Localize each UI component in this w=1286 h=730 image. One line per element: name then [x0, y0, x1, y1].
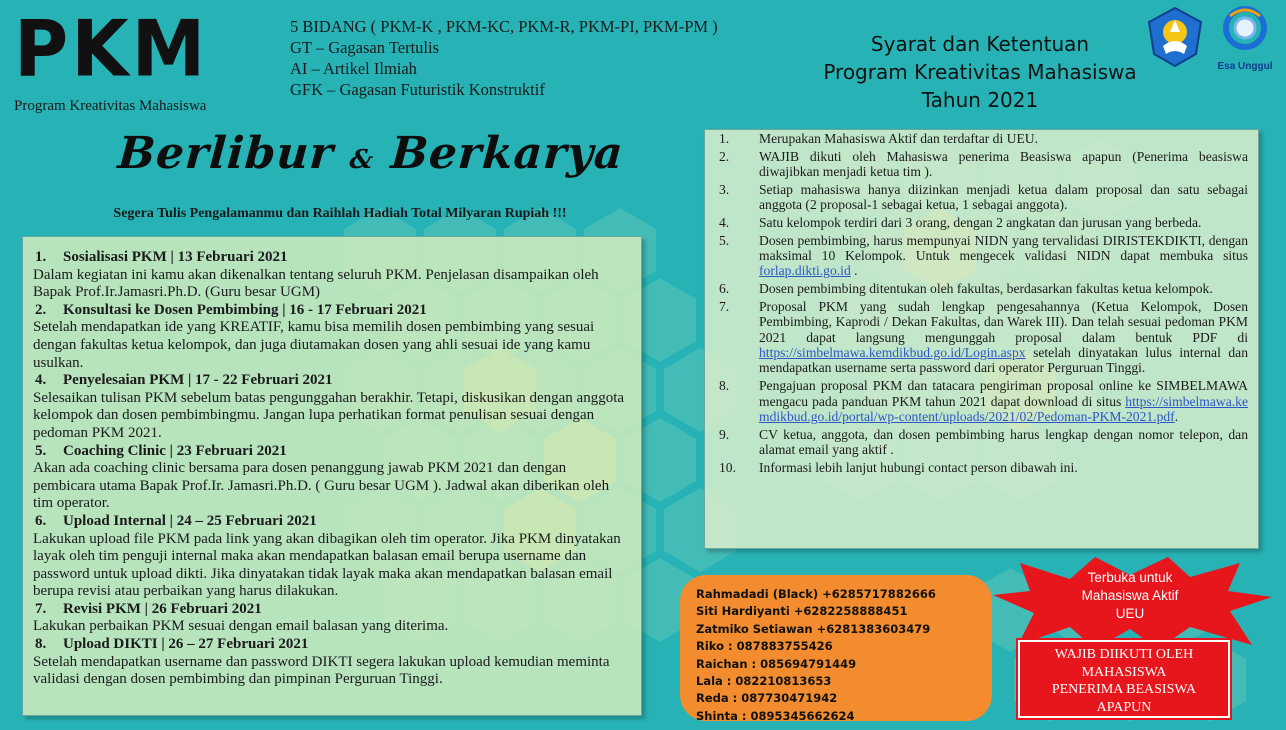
- rule-item: [711, 182, 1248, 213]
- notice-line-2: MAHASISWA: [1081, 664, 1167, 680]
- schedule-text: Lakukan perbaikan PKM sesuai dengan email balasan yang diterima.: [33, 618, 449, 635]
- rule-text-part: Pengajuan proposal PKM dan tatacara pengiriman proposal online ke SIMBELMAWA mengacu pada panduan PKM tahun 2021 dapat download di situs: [759, 378, 1248, 409]
- schedule-item: [33, 249, 631, 302]
- rule-number: 4.: [719, 214, 730, 230]
- rule-item: [711, 427, 1248, 458]
- schedule-item: [33, 601, 631, 636]
- rule-text: Merupakan Mahasiswa Aktif dan terdaftar di UEU.: [759, 131, 1038, 146]
- burst-line-2: Mahasiswa Aktif: [1081, 588, 1179, 603]
- contact-line: Reda : 087730471942: [696, 691, 838, 706]
- rule-item: [711, 149, 1248, 180]
- rule-text: CV ketua, anggota, dan dosen pembimbing harus lengkap dengan nomor telepon, dan alamat email yang aktif .: [759, 426, 1248, 458]
- schedule-item: [33, 513, 631, 601]
- schedule-title: Upload Internal | 24 – 25 Februari 2021: [63, 512, 317, 529]
- burst-text: [1040, 569, 1220, 623]
- schedule-item: [33, 636, 631, 689]
- slogan-ampersand: &: [348, 145, 376, 175]
- rule-text-part: setelah dinyatakan lulus internal dan mendapatkan username serta password dari operator Perguruan Tinggi.: [759, 345, 1248, 376]
- slogan: [116, 128, 626, 179]
- rule-number: 1.: [719, 131, 730, 146]
- schedule-number: 6.: [35, 512, 47, 529]
- schedule-number: 5.: [35, 442, 47, 459]
- burst-line-3: UEU: [1115, 606, 1145, 621]
- bidang-list: [290, 16, 830, 100]
- contact-line: Rahmadadi (Black) +6285717882666: [696, 587, 936, 601]
- notice-line-1: WAJIB DIIKUTI OLEH: [1054, 647, 1194, 662]
- title-line-3: Tahun 2021: [921, 88, 1039, 112]
- notice-line-3: PENERIMA BEASISWA: [1051, 682, 1197, 697]
- pedoman-pdf-link[interactable]: https://simbelmawa.kemdikbud.go.id/portal/wp-content/uploads/2021/02/Pedoman-PKM-2021.pdf: [759, 393, 1248, 424]
- slogan-word-2: Berkarya: [389, 128, 626, 179]
- rule-number: 9.: [719, 426, 730, 442]
- mandatory-notice: [1018, 640, 1230, 718]
- contact-line: Zatmiko Setiawan +6281383603479: [696, 621, 931, 636]
- schedule-text: Selesaikan tulisan PKM sebelum batas pengunggahan berakhir. Tetapi, diskusikan dengan anggota kelompok dan dosen pembimbingmu. Jangan lupa perhatikan format penulisan sesuai dengan pedoman PKM 2021.: [33, 389, 625, 441]
- title-line-2: Program Kreativitas Mahasiswa: [823, 60, 1137, 84]
- contact-person-box: [680, 575, 992, 721]
- schedule-number: 2.: [35, 301, 47, 318]
- slogan-word-1: Berlibur: [116, 128, 336, 179]
- contact-line: Riko : 087883755426: [696, 639, 833, 654]
- bidang-line: AI – Artikel Ilmiah: [290, 59, 417, 78]
- rule-number: 3.: [719, 181, 730, 197]
- notice-line-4: APAPUN: [1096, 699, 1152, 715]
- schedule-title: Penyelesaian PKM | 17 - 22 Februari 2021: [63, 372, 333, 389]
- pkm-logo: [14, 3, 264, 120]
- rule-item: [711, 378, 1248, 424]
- rule-number: 6.: [719, 281, 730, 297]
- rule-text-part: .: [850, 263, 858, 279]
- schedule-number: 7.: [35, 600, 47, 617]
- schedule-number: 8.: [35, 636, 47, 653]
- schedule-panel: [22, 236, 642, 716]
- rule-text: Setiap mahasiswa hanya diizinkan menjadi ketua dalam proposal dan satu sebagai anggota (2 proposal-1 sebagai ketua, 1 sebagai anggota).: [759, 181, 1248, 213]
- rule-item: [711, 460, 1248, 475]
- rules-panel: [704, 129, 1259, 549]
- rule-item: [711, 215, 1248, 230]
- rule-item: [711, 233, 1248, 279]
- schedule-title: Sosialisasi PKM | 13 Februari 2021: [63, 249, 288, 265]
- rule-text-part: Proposal PKM yang sudah lengkap pengesahannya (Ketua Kelompok, Dosen Pembimbing, Kaprodi / Dekan Fakultas, dan Warek III). Dan telah sesuai pedoman PKM 2021 dapat langsung mengunggah proposal dalam bentuk PDF di: [759, 298, 1248, 345]
- esa-unggul-label: Esa Unggul: [1217, 61, 1273, 72]
- rule-text: Informasi lebih lanjut hubungi contact person dibawah ini.: [759, 459, 1078, 475]
- bidang-line: 5 BIDANG ( PKM-K , PKM-KC, PKM-R, PKM-PI, PKM-PM ): [290, 17, 718, 36]
- rule-text: WAJIB dikuti oleh Mahasiswa penerima Beasiswa apapun (Penerima beasiswa diwajibkan menjadi ketua tim ).: [759, 148, 1248, 180]
- rule-item: [711, 131, 1248, 146]
- rule-number: 2.: [719, 148, 730, 164]
- rule-text-part: .: [1174, 408, 1179, 424]
- schedule-title: Upload DIKTI | 26 – 27 Februari 2021: [63, 636, 309, 653]
- rule-item: [711, 281, 1248, 296]
- bidang-line: GT – Gagasan Tertulis: [290, 38, 439, 57]
- schedule-title: Revisi PKM | 26 Februari 2021: [63, 600, 262, 617]
- rule-number: 7.: [719, 298, 730, 314]
- pkm-logo-subtitle: Program Kreativitas Mahasiswa: [14, 98, 207, 114]
- schedule-text: Akan ada coaching clinic bersama para dosen penanggung jawab PKM 2021 dan dengan pembicara utama Bapak Prof.Ir. Jamasri.Ph.D. ( Guru besar UGM ). Jadwal akan diberikan oleh tim operator.: [33, 460, 610, 512]
- tagline: Segera Tulis Pengalamanmu dan Raihlah Hadiah Total Milyaran Rupiah !!!: [113, 206, 567, 221]
- rule-number: 5.: [719, 232, 730, 248]
- schedule-title: Coaching Clinic | 23 Februari 2021: [63, 442, 287, 459]
- bidang-line: GFK – Gagasan Futuristik Konstruktif: [290, 80, 545, 99]
- schedule-item: [33, 302, 631, 372]
- rule-item: [711, 299, 1248, 376]
- page-title: [775, 30, 1185, 114]
- rule-number: 10.: [719, 459, 736, 475]
- rule-text: Satu kelompok terdiri dari 3 orang, dengan 2 angkatan dan jurusan yang berbeda.: [759, 214, 1202, 230]
- rule-number: 8.: [719, 378, 730, 394]
- title-line-1: Syarat dan Ketentuan: [870, 32, 1090, 56]
- simbelmawa-login-link[interactable]: https://simbelmawa.kemdikbud.go.id/Login.aspx: [759, 345, 1026, 361]
- schedule-text: Setelah mendapatkan username dan password DIKTI segera lakukan upload kemudian meminta validasi dengan dosen pembimbing dan pimpinan Perguruan Tinggi.: [33, 653, 610, 688]
- contact-line: Shinta : 0895345662624: [696, 708, 855, 723]
- schedule-text: Lakukan upload file PKM pada link yang akan dibagikan oleh tim operator. Jika PKM dinyatakan layak oleh tim penguji internal maka akan mendapatkan balasan email berupa username dan password untuk upload dikti. Jika dinyatakan tidak layak maka akan mendapatkan balasan email berupa revisi atau perbaikan yang harus dilakukan.: [33, 530, 621, 600]
- contact-line: Siti Hardiyanti +6282258888451: [696, 604, 908, 619]
- pkm-logo-word: PKM: [14, 3, 209, 95]
- schedule-item: [33, 372, 631, 442]
- rule-text-part: Dosen pembimbing, harus mempunyai NIDN yang tervalidasi DIRISTEKDIKTI, dengan maksimal 10 Kelompok. Untuk mengecek validasi NIDN dapat membuka situs: [759, 232, 1248, 264]
- schedule-text: Dalam kegiatan ini kamu akan dikenalkan tentang seluruh PKM. Penjelasan disampaikan oleh Bapak Prof.Ir.Jamasri.Ph.D. (Guru besar UGM): [33, 266, 599, 301]
- schedule-item: [33, 443, 631, 513]
- tut-wuri-handayani-icon: [1146, 6, 1204, 68]
- burst-line-1: Terbuka untuk: [1087, 570, 1173, 585]
- contact-line: Lala : 082210813653: [696, 674, 832, 689]
- schedule-number: 4.: [35, 372, 47, 389]
- rule-text: Dosen pembimbing ditentukan oleh fakultas, berdasarkan fakultas ketua kelompok.: [759, 281, 1213, 297]
- rule-text: [759, 233, 1248, 279]
- rule-text: [759, 299, 1248, 376]
- schedule-title: Konsultasi ke Dosen Pembimbing | 16 - 17 Februari 2021: [63, 301, 427, 318]
- forlap-link[interactable]: forlap.dikti.go.id: [759, 263, 851, 279]
- rule-text: [759, 378, 1248, 424]
- schedule-text: Setelah mendapatkan ide yang KREATIF, kamu bisa memilih dosen pembimbing yang sesuai dengan fakultas ketua kelompok, dan juga diutamakan dosen yang ahli sesuai ide yang kamu usulkan.: [33, 319, 595, 371]
- contact-line: Raichan : 085694791449: [696, 656, 857, 671]
- schedule-number: 1.: [35, 249, 47, 265]
- esa-unggul-icon: [1214, 6, 1276, 70]
